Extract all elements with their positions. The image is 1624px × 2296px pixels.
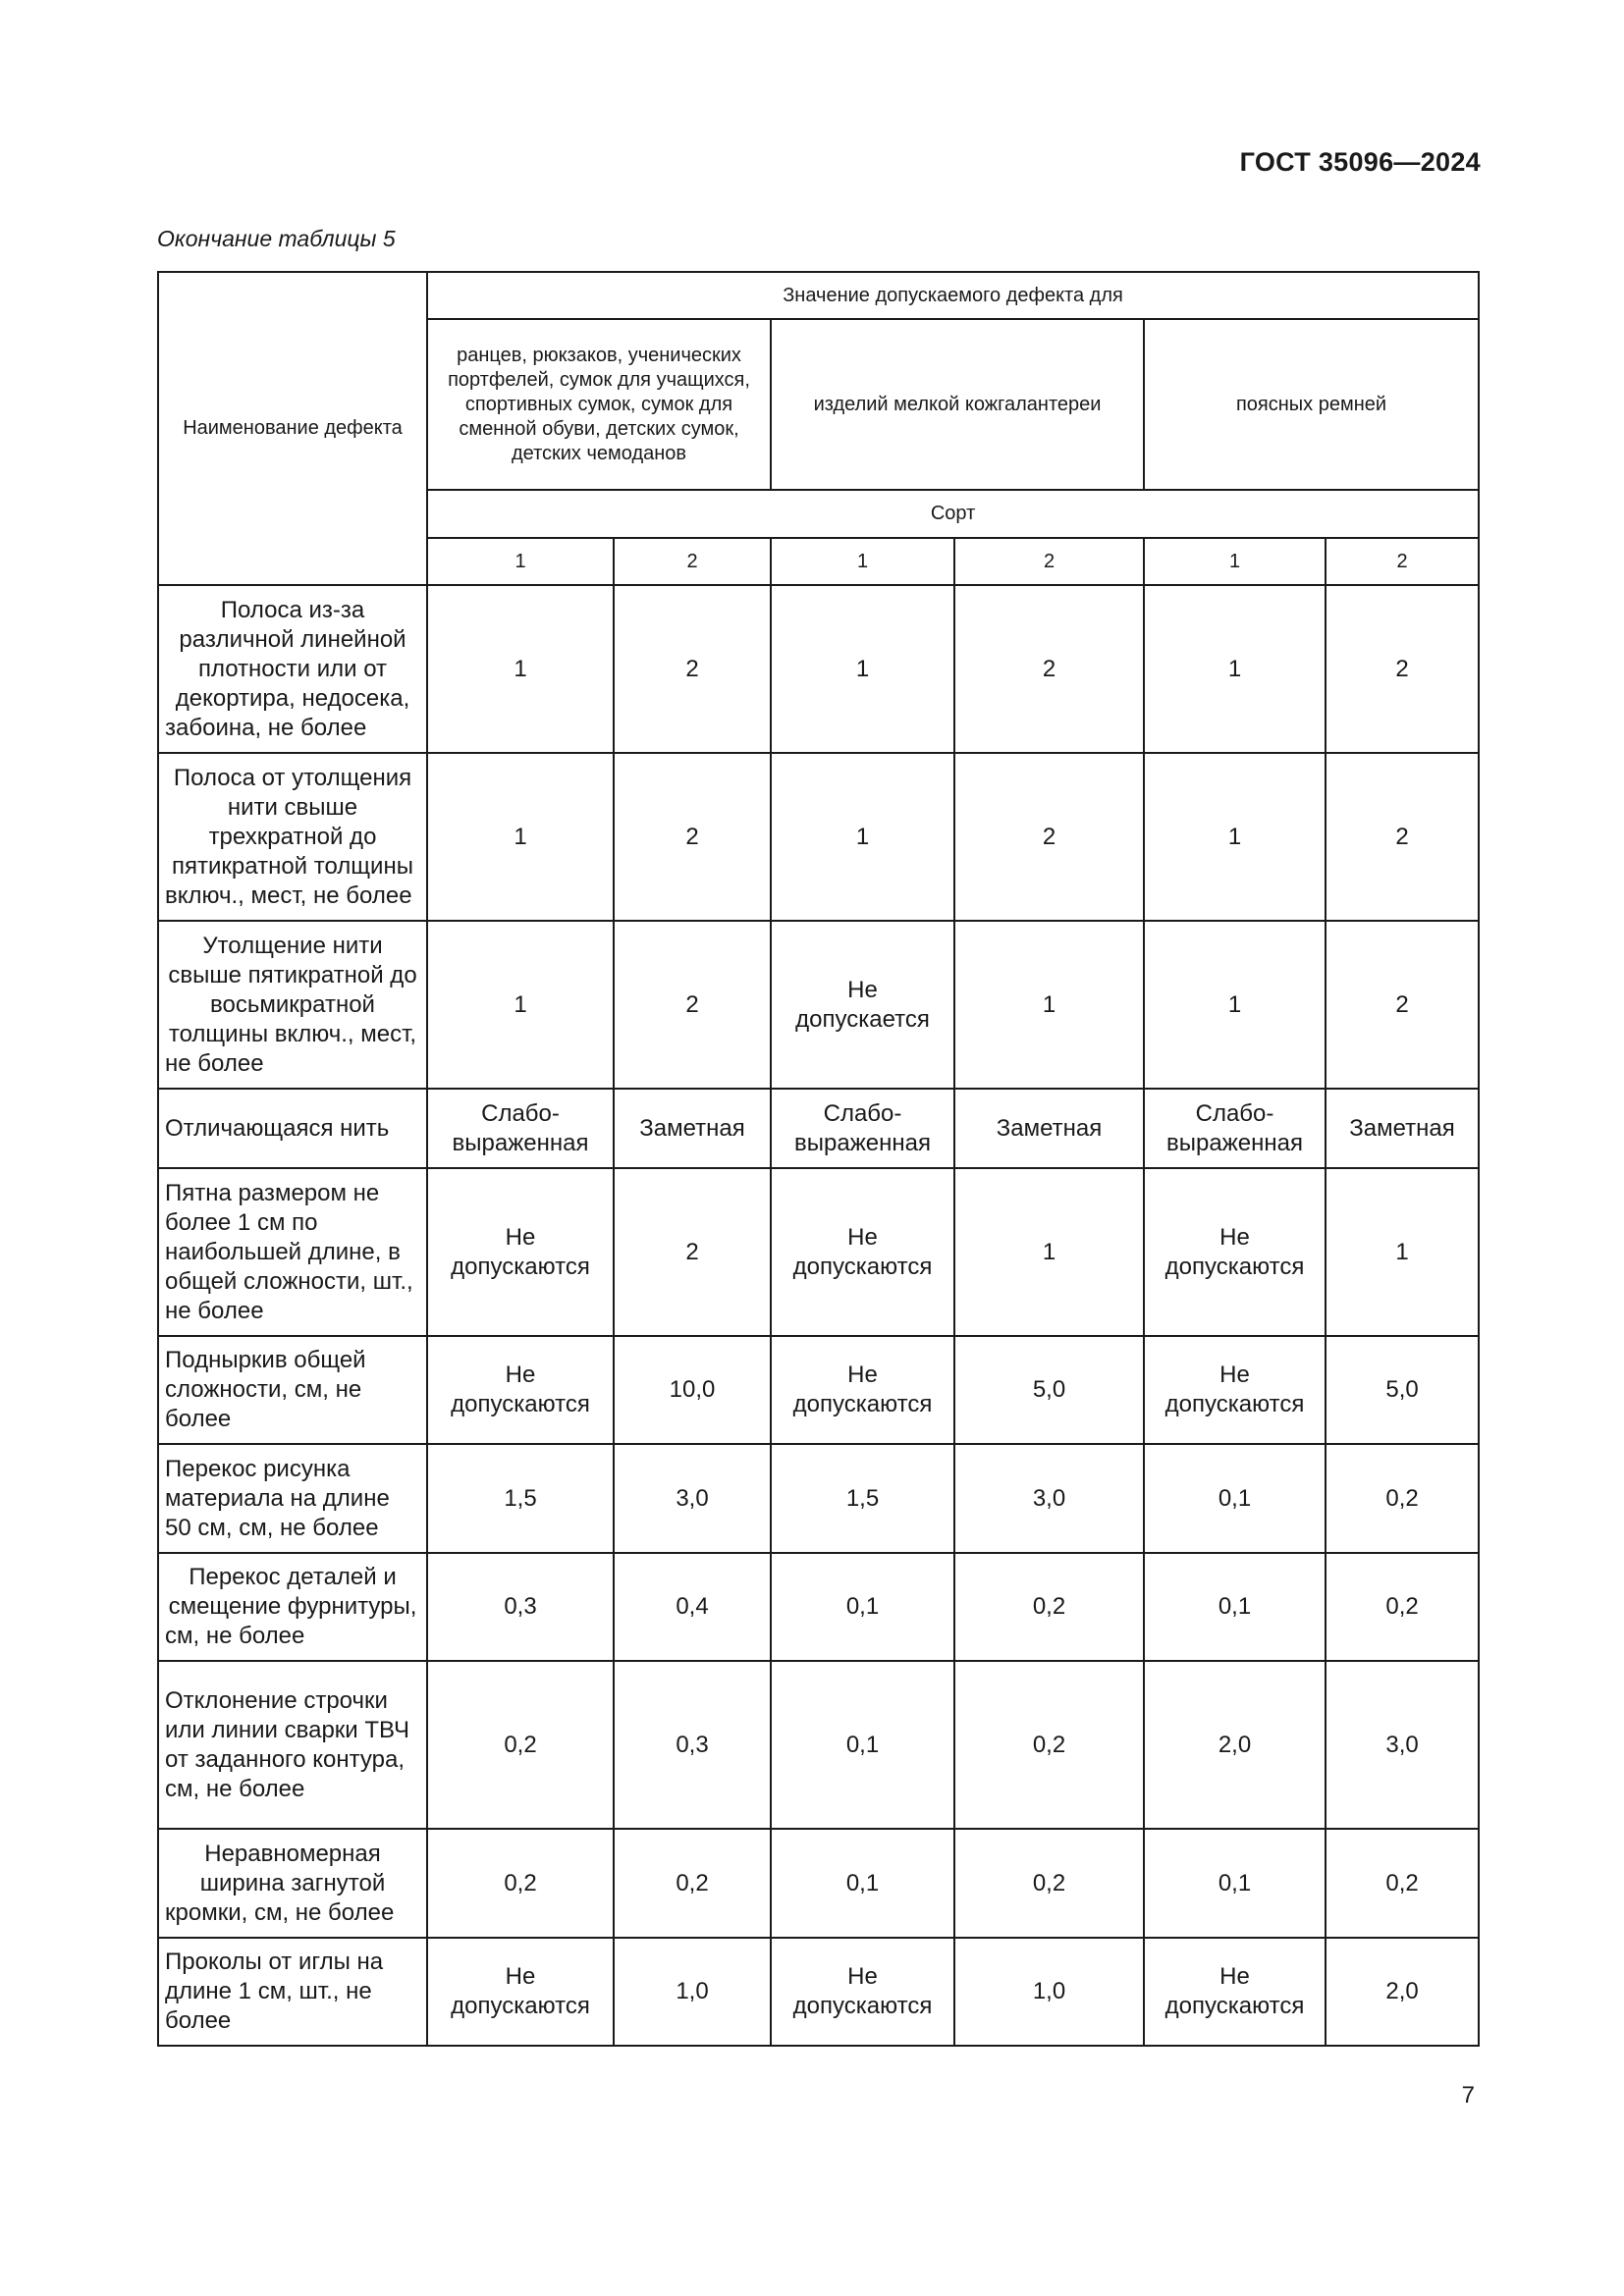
value-cell: 0,1 <box>1144 1829 1326 1938</box>
value-cell: 1 <box>1144 921 1326 1089</box>
value-cell: Не допускаются <box>771 1938 954 2046</box>
table-row <box>158 1938 1479 2046</box>
value-header: Значение допускаемого дефекта для <box>427 272 1479 319</box>
defect-name: Проколы от иглы на длине 1 см, шт., не более <box>158 1938 427 2046</box>
value-cell: 2 <box>954 585 1144 753</box>
value-cell: 5,0 <box>954 1336 1144 1444</box>
value-cell: 0,2 <box>614 1829 771 1938</box>
value-cell: 0,2 <box>427 1829 614 1938</box>
defect-name: Неравномерная ширина загнутой кромки, см, не более <box>158 1829 427 1938</box>
value-cell: 1,0 <box>954 1938 1144 2046</box>
grade-cell: 2 <box>614 538 771 585</box>
defect-name: Перекос деталей и смещение фурнитуры, см, не более <box>158 1553 427 1661</box>
value-cell: 2 <box>614 921 771 1089</box>
defect-name: Отличающаяся нить <box>158 1089 427 1168</box>
value-cell: Не допускаются <box>1144 1168 1326 1336</box>
grade-cell: 2 <box>1326 538 1479 585</box>
table-row <box>158 585 1479 753</box>
value-cell: 0,3 <box>614 1661 771 1829</box>
value-cell: Не допускаются <box>771 1168 954 1336</box>
value-cell: Заметная <box>954 1089 1144 1168</box>
value-cell: 1 <box>1144 585 1326 753</box>
table-row <box>158 1336 1479 1444</box>
value-cell: 0,1 <box>1144 1444 1326 1553</box>
table-row <box>158 1168 1479 1336</box>
table-caption: Окончание таблицы 5 <box>157 226 396 251</box>
table-row <box>158 1829 1479 1938</box>
group-header: поясных ремней <box>1144 319 1479 490</box>
value-cell: 0,2 <box>954 1829 1144 1938</box>
defect-name: Отклонение строчки или линии сварки ТВЧ от заданного контура, см, не более <box>158 1661 427 1829</box>
value-cell: 1 <box>954 921 1144 1089</box>
value-cell: Слабо-выраженная <box>771 1089 954 1168</box>
page-number: 7 <box>1461 2082 1475 2109</box>
value-cell: 2 <box>1326 753 1479 921</box>
value-cell: 0,1 <box>771 1553 954 1661</box>
table-row <box>158 921 1479 1089</box>
value-cell: 0,2 <box>954 1553 1144 1661</box>
value-cell: Не допускаются <box>427 1938 614 2046</box>
table-row <box>158 753 1479 921</box>
defect-name: Утолщение нити свыше пятикратной до восьмикратной толщины включ., мест, не более <box>158 921 427 1089</box>
standard-code: ГОСТ 35096—2024 <box>1239 147 1481 177</box>
value-cell: Слабо-выраженная <box>1144 1089 1326 1168</box>
grade-cell: 2 <box>954 538 1144 585</box>
value-cell: 3,0 <box>954 1444 1144 1553</box>
value-cell: 0,2 <box>1326 1829 1479 1938</box>
defect-name: Полоса из-за различной линейной плотности или от декортира, недосека, забоина, не более <box>158 585 427 753</box>
grade-cell: 1 <box>771 538 954 585</box>
table-row <box>158 1661 1479 1829</box>
value-cell: 1 <box>427 753 614 921</box>
defect-name: Полоса от утолщения нити свыше трехкратной до пятикратной толщины включ., мест, не более <box>158 753 427 921</box>
value-cell: 1 <box>1326 1168 1479 1336</box>
value-cell: 1 <box>954 1168 1144 1336</box>
value-cell: Слабо-выраженная <box>427 1089 614 1168</box>
value-cell: 2 <box>1326 921 1479 1089</box>
value-cell: 0,4 <box>614 1553 771 1661</box>
value-cell: 0,3 <box>427 1553 614 1661</box>
group-header: ранцев, рюкзаков, ученических портфелей, сумок для учащихся, спортивных сумок, сумок для сменной обуви, детских сумок, детских чемоданов <box>427 319 771 490</box>
defects-table <box>157 271 1480 2047</box>
value-cell: 2 <box>614 753 771 921</box>
value-cell: Не допускаются <box>771 1336 954 1444</box>
table-row <box>158 1089 1479 1168</box>
defect-name-header: Наименование дефекта <box>158 272 427 585</box>
value-cell: 2 <box>614 1168 771 1336</box>
value-cell: Не допускаются <box>427 1168 614 1336</box>
value-cell: 3,0 <box>614 1444 771 1553</box>
value-cell: 1 <box>1144 753 1326 921</box>
grade-cell: 1 <box>427 538 614 585</box>
value-cell: 10,0 <box>614 1336 771 1444</box>
value-cell: Заметная <box>1326 1089 1479 1168</box>
value-cell: 0,1 <box>771 1661 954 1829</box>
value-cell: 0,1 <box>771 1829 954 1938</box>
value-cell: 1,5 <box>427 1444 614 1553</box>
value-cell: 2 <box>1326 585 1479 753</box>
grade-header: Сорт <box>427 490 1479 538</box>
value-cell: Заметная <box>614 1089 771 1168</box>
defect-name: Пятна размером не более 1 см по наибольшей длине, в общей сложности, шт., не более <box>158 1168 427 1336</box>
table-row <box>158 1553 1479 1661</box>
group-header: изделий мелкой кожгалантереи <box>771 319 1144 490</box>
value-cell: 1 <box>771 585 954 753</box>
value-cell: Не допускаются <box>1144 1336 1326 1444</box>
table-row <box>158 1444 1479 1553</box>
value-cell: 1 <box>771 753 954 921</box>
value-cell: 3,0 <box>1326 1661 1479 1829</box>
value-cell: Не допускаются <box>427 1336 614 1444</box>
grade-cell: 1 <box>1144 538 1326 585</box>
defect-name: Перекос рисунка материала на длине 50 см, см, не более <box>158 1444 427 1553</box>
value-cell: 1 <box>427 585 614 753</box>
value-cell: Не допускаются <box>1144 1938 1326 2046</box>
value-cell: 0,1 <box>1144 1553 1326 1661</box>
value-cell: 0,2 <box>427 1661 614 1829</box>
value-cell: 2,0 <box>1326 1938 1479 2046</box>
value-cell: 1,5 <box>771 1444 954 1553</box>
value-cell: 1,0 <box>614 1938 771 2046</box>
value-cell: 2 <box>614 585 771 753</box>
value-cell: Не допускается <box>771 921 954 1089</box>
value-cell: 0,2 <box>954 1661 1144 1829</box>
value-cell: 2 <box>954 753 1144 921</box>
defect-name: Подныркив общей сложности, см, не более <box>158 1336 427 1444</box>
value-cell: 5,0 <box>1326 1336 1479 1444</box>
value-cell: 2,0 <box>1144 1661 1326 1829</box>
value-cell: 1 <box>427 921 614 1089</box>
value-cell: 0,2 <box>1326 1553 1479 1661</box>
value-cell: 0,2 <box>1326 1444 1479 1553</box>
